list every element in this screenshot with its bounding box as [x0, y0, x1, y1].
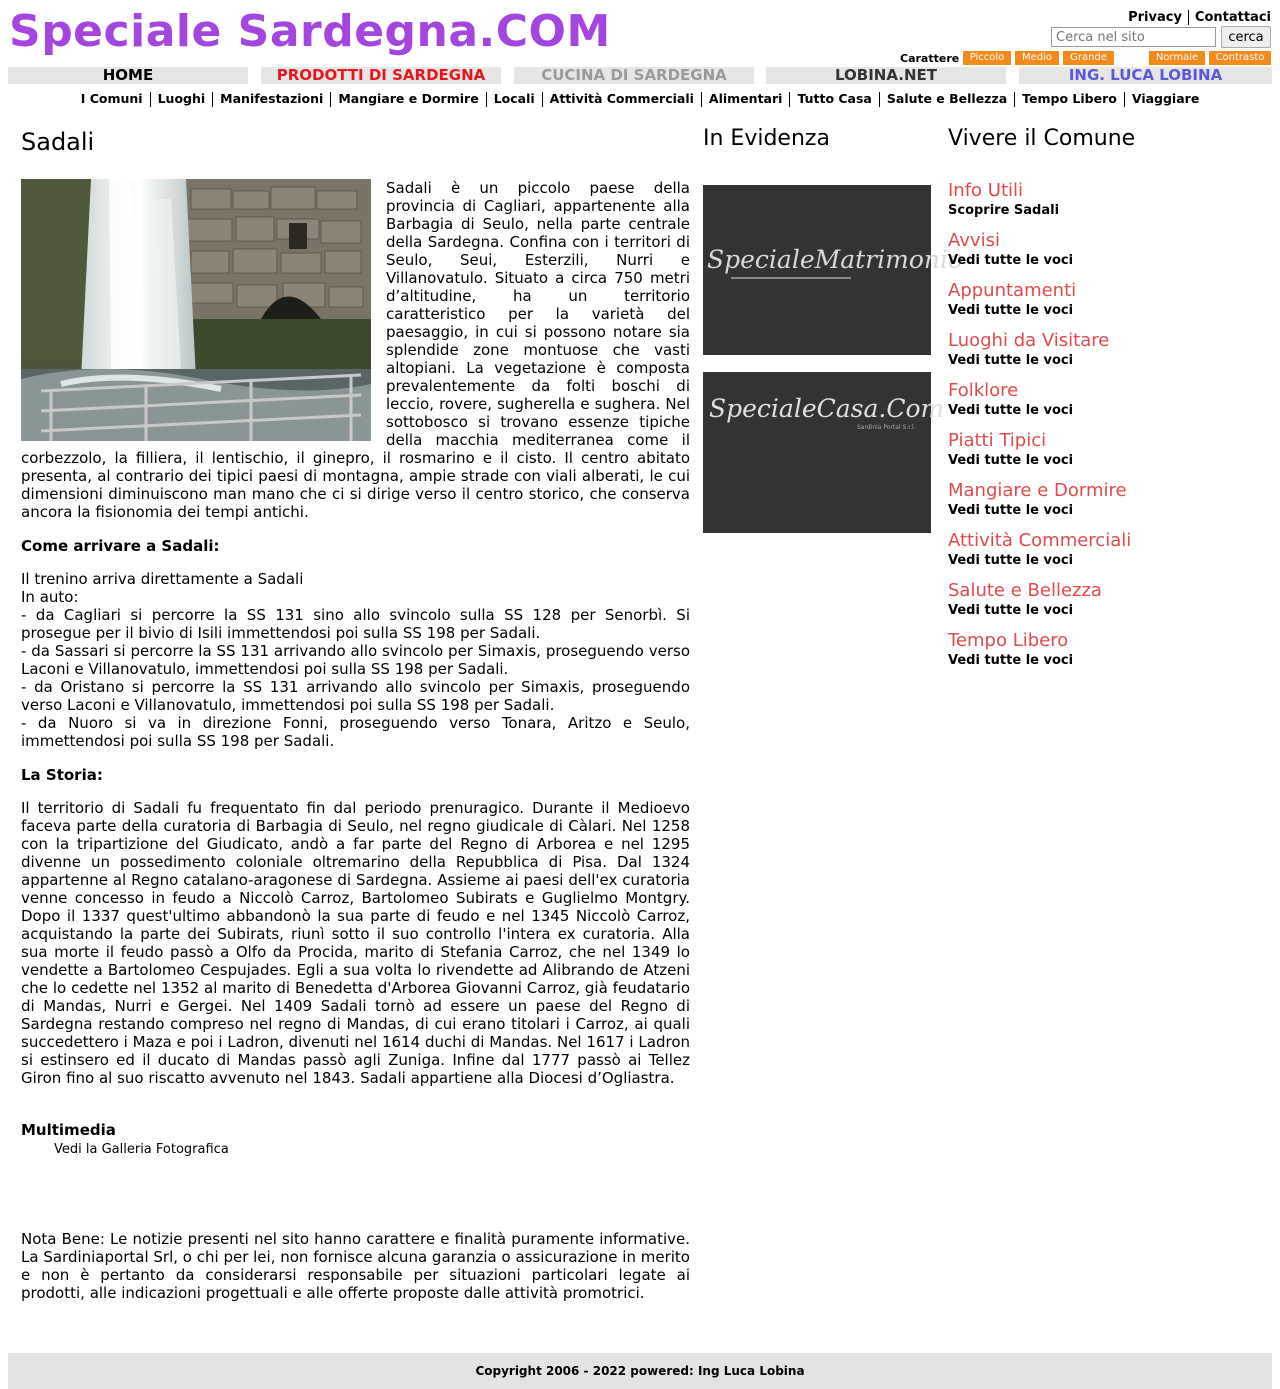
subnav-item[interactable]: I Comuni	[80, 91, 143, 106]
banner-casa-sub: Sardinia Portal S.r.l.	[857, 424, 916, 431]
sub-nav	[0, 91, 1280, 107]
main-content	[21, 128, 690, 1302]
comune-item-title[interactable]: Piatti Tipici	[948, 430, 1047, 451]
subnav-item[interactable]: Viaggiare	[1131, 91, 1200, 106]
font-large-button[interactable]: Grande	[1063, 51, 1114, 65]
comune-item-title[interactable]: Appuntamenti	[948, 280, 1077, 301]
arrive-line: In auto:	[21, 588, 79, 606]
comune-item-title[interactable]: Luoghi da Visitare	[948, 330, 1110, 351]
privacy-link[interactable]: Privacy	[1128, 10, 1182, 25]
contrast-normal-button[interactable]: Normale	[1149, 51, 1205, 65]
subnav-divider	[150, 92, 151, 107]
subnav-divider	[701, 92, 702, 107]
comune-item-title[interactable]: Tempo Libero	[948, 630, 1069, 651]
comune-item[interactable]	[948, 480, 1268, 519]
vivere-comune-title: Vivere il Comune	[948, 126, 1136, 151]
comune-item-link[interactable]: Vedi tutte le voci	[948, 503, 1074, 518]
in-evidenza-title: In Evidenza	[703, 126, 830, 151]
nav-lobina[interactable]: LOBINA.NET	[766, 67, 1006, 84]
storia-heading: La Storia:	[21, 766, 103, 784]
banner-matrimonio-b: Matrimonio	[814, 245, 964, 274]
subnav-divider	[879, 92, 880, 107]
subnav-item[interactable]: Mangiare e Dormire	[338, 91, 479, 106]
waterfall-image	[21, 179, 371, 441]
subnav-divider	[486, 92, 487, 107]
arrive-line: - da Oristano si percorre la SS 131 arrivando allo svincolo per Simaxis, proseguendo verso Laconi e Villanovatulo, immettendosi poi sulla SS 198 per Sadali.	[21, 678, 690, 714]
subnav-item[interactable]: Tutto Casa	[797, 91, 872, 106]
banner-speciale-matrimonio[interactable]	[703, 185, 964, 355]
comune-item-link[interactable]: Vedi tutte le voci	[948, 453, 1074, 468]
banner-casa-text: SpecialeCasa.Com	[709, 394, 945, 423]
subnav-item[interactable]: Attività Commerciali	[549, 91, 694, 106]
arrive-line: - da Nuoro si va in direzione Fonni, proseguendo verso Tonara, Aritzo e Seulo, immettendosi poi sulla SS 198 per Sadali.	[21, 714, 690, 750]
subnav-item[interactable]: Luoghi	[157, 91, 206, 106]
vivere-comune-column	[948, 126, 1268, 680]
comune-item-title[interactable]: Mangiare e Dormire	[948, 480, 1127, 501]
top-links	[1128, 10, 1271, 25]
nav-cucina[interactable]: CUCINA DI SARDEGNA	[514, 67, 754, 84]
main-nav	[8, 67, 1272, 85]
banner-matrimonio-a: Speciale	[707, 245, 815, 274]
subnav-divider	[542, 92, 543, 107]
comune-item-title[interactable]: Folklore	[948, 380, 1019, 401]
comune-item[interactable]	[948, 180, 1268, 219]
subnav-item[interactable]: Tempo Libero	[1022, 91, 1117, 106]
arrive-line: - da Sassari si percorre la SS 131 arrivando allo svincolo per Simaxis, proseguendo verso Laconi e Villanovatulo, immettendosi poi sulla SS 198 per Sadali.	[21, 642, 690, 678]
nav-home[interactable]: HOME	[8, 67, 248, 84]
arrive-line: Il trenino arriva direttamente a Sadali	[21, 570, 304, 588]
storia-text: Il territorio di Sadali fu frequentato fin dal periodo prenuragico. Durante il Medioevo faceva parte della curatoria di Barbagia di Seulo, nel regno giudicale di Càlari. Nel 1258 con la tripartizione del Giudicato, andò a far parte del Regno di Arborea e nel 1295 divenne un possedimento coloniale oltremarino della Repubblica di Pisa. Dal 1324 appartenne al Regno catalano-aragonese di Sardegna. Assieme ai paesi dell'ex curatoria venne concesso in feudo a Niccolò Carroz, Bartolomeo Subirats e Guglielmo Montgry. Dopo il 1337 quest'ultimo abbandonò la sua parte di feudo e nel 1345 Niccolò Carroz, acquistando la parte dei Subirats, riunì sotto il suo controllo l'intera ex curatoria. Alla sua morte il feudo passò a Olfo da Procida, marito di Stefania Carroz, che nel 1349 lo vendette a Bartolomeo Cespujades. Egli a sua volta lo rivendette ad Alibrando de Atzeni che lo cedette nel 1352 al marito di Benedetta d'Arborea Giovanni Carroz, già feudatario di Mandas, Nurri e Gergei. Nel 1409 Sadali tornò ad essere un paese del Regno di Sardegna restando compreso nel regno di Mandas, di cui erano titolari i Carroz, ai quali succedettero i Maza e poi i Ladron, divenuti nel 1614 duchi di Mandas. Nel 1617 i Ladron si estinsero ed il ducato di Mandas passò agli Zuniga. Infine dal 1777 passò ai Tellez Giron fino al suo riscatto avvenuto nel 1843. Sadali appartiene alla Diocesi d’Ogliastra.	[21, 799, 690, 1087]
comune-item[interactable]	[948, 430, 1268, 469]
comune-item[interactable]	[948, 630, 1268, 669]
comune-item-title[interactable]: Avvisi	[948, 230, 1000, 251]
intro-text: Sadali è un piccolo paese della provincia di Cagliari, appartenente alla Barbagia di Seulo, nella parte centrale della Sardegna. Confina con i territori di Seulo, Seui, Esterzili, Nurri e Villanovatulo. Situato a circa 750 metri d’altitudine, ha un territorio caratteristico per la varietà del paesaggio, in cui si possono notare sia splendide zone montuose che vasti altopiani. La vegetazione è composta prevalentemente da folti boschi di leccio, rovere, sugherella e sughera. Nel sottobosco si trovano essenze tipiche della macchia mediterranea come il corbezzolo, la filliera, il lentischio, il ginepro, il rosmarino e il cisto. Il centro abitato presenta, al contrario dei tipici paesi di montagna, ampie strade con viali alberati, le cui dimensioni diminuiscono man mano che ci si dirige verso il centro storico, che conserva ancora la fisionomia dei tempi antichi.	[21, 179, 690, 521]
multimedia-heading: Multimedia	[21, 1121, 116, 1139]
contrast-high-button[interactable]: Contrasto	[1209, 51, 1271, 65]
font-size-label: Carattere	[900, 52, 960, 65]
comune-item[interactable]	[948, 280, 1268, 319]
disclaimer-text: Nota Bene: Le notizie presenti nel sito hanno carattere e finalità puramente informative. La Sardiniaportal Srl, o chi per lei, non fornisce alcuna garanzia o assicurazione in merito e non è pertanto da considerarsi responsabile per situazioni particolari legate ai prodotti, alle indicazioni progettuali e alle offerte proposte dalle attività promotrici.	[21, 1230, 690, 1302]
comune-item-title[interactable]: Info Utili	[948, 180, 1024, 201]
subnav-item[interactable]: Locali	[493, 91, 535, 106]
comune-item[interactable]	[948, 380, 1268, 419]
comune-item-link[interactable]: Scoprire Sadali	[948, 203, 1060, 218]
search-input[interactable]	[1051, 27, 1216, 47]
comune-item-link[interactable]: Vedi tutte le voci	[948, 653, 1074, 668]
comune-item-link[interactable]: Vedi tutte le voci	[948, 303, 1074, 318]
site-logo[interactable]: Speciale Sardegna.COM	[9, 6, 611, 57]
divider	[1188, 10, 1189, 25]
arrive-text	[21, 570, 690, 750]
subnav-divider	[789, 92, 790, 107]
subnav-divider	[1124, 92, 1125, 107]
comune-item-link[interactable]: Vedi tutte le voci	[948, 253, 1074, 268]
comune-item[interactable]	[948, 530, 1268, 569]
subnav-divider	[212, 92, 213, 107]
font-small-button[interactable]: Piccolo	[963, 51, 1011, 65]
waterfall-photo	[21, 179, 371, 441]
comune-item-link[interactable]: Vedi tutte le voci	[948, 553, 1074, 568]
footer: Copyright 2006 - 2022 powered: Ing Luca Lobina	[8, 1353, 1272, 1389]
subnav-item[interactable]: Manifestazioni	[220, 91, 324, 106]
in-evidenza-column	[703, 126, 964, 533]
comune-item-link[interactable]: Vedi tutte le voci	[948, 403, 1074, 418]
comune-item[interactable]	[948, 330, 1268, 369]
subnav-divider	[1014, 92, 1015, 107]
comune-list	[948, 180, 1268, 669]
subnav-item[interactable]: Salute e Bellezza	[886, 91, 1008, 106]
comune-item[interactable]	[948, 580, 1268, 619]
comune-item[interactable]	[948, 230, 1268, 269]
arrive-line: - da Cagliari si percorre la SS 131 sino allo svincolo sulla SS 128 per Senorbì. Si prosegue per il bivio di Isili immettendosi poi sulla SS 198 per Sadali.	[21, 606, 690, 642]
arrive-heading: Come arrivare a Sadali:	[21, 537, 220, 555]
contact-link[interactable]: Contattaci	[1194, 10, 1271, 25]
page-title: Sadali	[21, 128, 95, 156]
font-medium-button[interactable]: Medio	[1015, 51, 1059, 65]
subnav-item[interactable]: Alimentari	[708, 91, 783, 106]
subnav-divider	[330, 92, 331, 107]
banner-speciale-casa[interactable]	[703, 372, 945, 533]
nav-prodotti[interactable]: PRODOTTI DI SARDEGNA	[261, 67, 501, 84]
gallery-link[interactable]: Vedi la Galleria Fotografica	[54, 1142, 229, 1157]
search-button[interactable]: cerca	[1221, 26, 1271, 48]
comune-item-link[interactable]: Vedi tutte le voci	[948, 353, 1074, 368]
comune-item-title[interactable]: Attività Commerciali	[948, 530, 1132, 551]
comune-item-title[interactable]: Salute e Bellezza	[948, 580, 1102, 601]
banner-divider	[731, 277, 851, 279]
banner-matrimonio-text	[707, 245, 963, 274]
comune-item-link[interactable]: Vedi tutte le voci	[948, 603, 1074, 618]
nav-ing-lobina[interactable]: ING. LUCA LOBINA	[1019, 67, 1272, 84]
